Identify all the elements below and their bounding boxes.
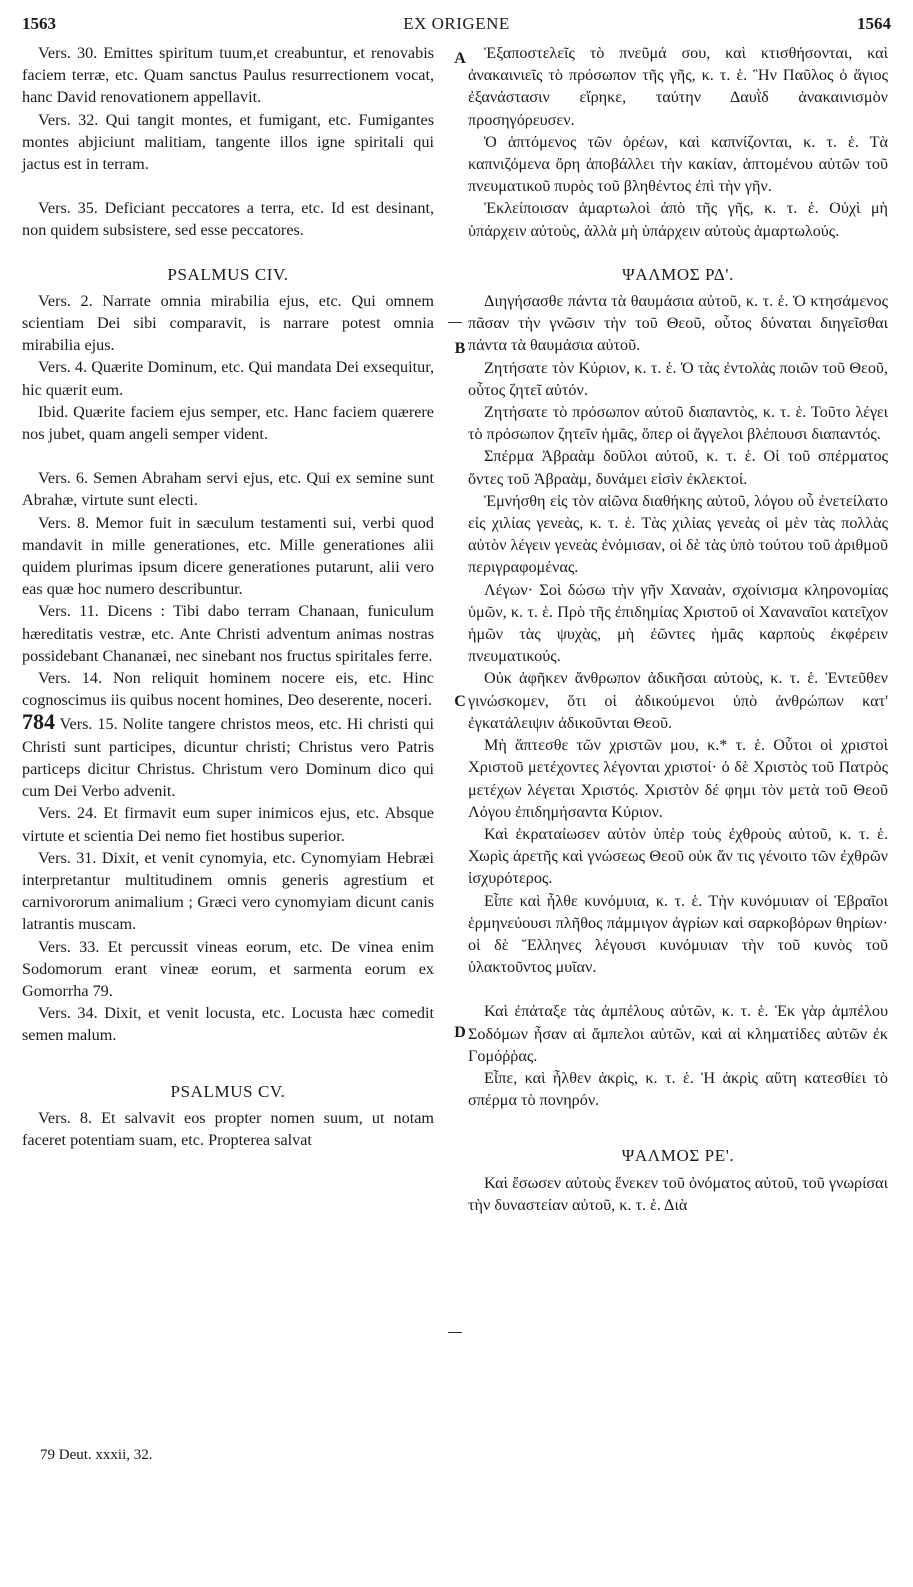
latin-paragraph xyxy=(22,711,434,802)
greek-paragraph: Καὶ ἐκραταίωσεν αὐτὸν ὑπὲρ τοὺς ἐχθροὺς αὐτοῦ, κ. τ. ἑ. Χωρὶς ἀρετῆς καὶ γνώσεως Θεοῦ οὐκ ἄν τις γένοιτο τῶν ἐχθρῶν ἰσχυρότερος. xyxy=(468,824,888,888)
latin-paragraph: Vers. 33. Et percussit vineas eorum, etc. De vinea enim Sodomorum erant vineæ eorum, et sarmenta eorum ex Gomorrha 79. xyxy=(22,937,434,1000)
running-header xyxy=(22,14,891,42)
page-number-right: 1564 xyxy=(857,14,891,33)
latin-paragraph: Vers. 32. Qui tangit montes, et fumigant, etc. Fumigantes montes abjiciunt malitiam, tangente illos igne spiritali qui jactus est in terram. xyxy=(22,110,434,174)
greek-paragraph: Μὴ ἅπτεσθε τῶν χριστῶν μου, κ.* τ. ἑ. Οὗτοι οἱ χριστοὶ Χριστοῦ μετέχοντες λέγονται χριστοί· ὁ δὲ Χριστὸς τοῦ Πατρὸς μετέχων λέγεται Χριστός. Χριστὸν δέ φημι τὸν μετὰ τοῦ Θεοῦ Λόγου ἐπιδημήσαντα Κύριον. xyxy=(468,736,888,821)
greek-paragraph: Λέγων· Σοὶ δώσω τὴν γῆν Χαναὰν, σχοίνισμα κληρονομίας ὑμῶν, κ. τ. ἑ. Πρὸ τῆς ἐπιδημίας Χριστοῦ οἱ Χαναναῖοι κατεῖχον ἡμῶν τὰς ψυχὰς, μὴ ἐῶντες ἡμᾶς καρποὺς ἐκφέρειν πνευματικούς. xyxy=(468,580,888,666)
section-marker-a: A xyxy=(454,50,466,67)
greek-paragraph: Σπέρμα Ἀβραὰμ δοῦλοι αὐτοῦ, κ. τ. ἑ. Οἱ τοῦ σπέρματος ὄντες τοῦ Ἀβραὰμ, δυνάμει εἰσὶν ἐκλεκτοί. xyxy=(468,447,888,488)
migne-column-mark: 784 xyxy=(22,709,55,735)
psalm-heading: PSALMUS CV. xyxy=(170,1081,286,1101)
greek-paragraph: Διηγήσασθε πάντα τὰ θαυμάσια αὐτοῦ, κ. τ. ἑ. Ὁ κτησάμενος πᾶσαν τὴν γνῶσιν τὴν τοῦ Θεοῦ, οὗτος δύναται διηγεῖσθαι πάντα τὰ θαυμάσια αὐτοῦ. xyxy=(468,292,888,355)
latin-paragraph: Vers. 2. Narrate omnia mirabilia ejus, etc. Qui omnem scientiam Dei sibi comparavit, is narrare potest omnia mirabilia ejus. xyxy=(22,291,434,355)
greek-paragraph: Ἐκλείποισαν ἁμαρτωλοὶ ἀπὸ τῆς γῆς, κ. τ. ἑ. Οὐχὶ μὴ ὑπάρχειν αὐτοὺς, ἀλλὰ μὴ ὑπάρχειν αὐτοὺς ἁμαρτωλούς. xyxy=(468,199,888,240)
latin-paragraph: Vers. 34. Dixit, et venit locusta, etc. Locusta hæc comedit semen malum. xyxy=(22,1004,434,1045)
section-marker-c: C xyxy=(454,693,466,710)
psalm-heading: PSALMUS CIV. xyxy=(167,264,289,284)
greek-paragraph: Ἐξαποστελεῖς τὸ πνεῦμά σου, καὶ κτισθήσονται, καὶ ἀνακαινιεῖς τὸ πρόσωπον τῆς γῆς, κ. τ. ἑ. Ἣν Παῦλος ὁ ἅγιος ἐξανάστασιν εἴρηκε, ταύτην Δαυῒδ ἀνακαινισμὸν προσηγόρευσεν. xyxy=(468,44,888,129)
psalm-heading: ΨΑΛΜΟΣ ΡΔ'. xyxy=(622,264,734,284)
latin-paragraph: Vers. 11. Dicens : Tibi dabo terram Chanaan, funiculum hæreditatis vestræ, etc. Ante Christi adventum animas nostras possidebant Chananæi, nec sinebant nos fructus spiritales ferre. xyxy=(22,602,434,665)
latin-paragraph-text: Vers. 15. Nolite tangere christos meos, etc. Hi christi qui Christi sunt participes, dicuntur christi; Christus vero Patris particeps dicitur Christus. Christum vero Dominum dico qui cum Dei Verbo advenit. xyxy=(22,715,434,801)
greek-column xyxy=(468,42,888,1216)
greek-paragraph: Οὐκ ἀφῆκεν ἄνθρωπον ἀδικῆσαι αὐτοὺς, κ. τ. ἑ. Ἐντεῦθεν γινώσκομεν, ὅτι οἱ ἀδικούμενοι ὑπὸ ἀνθρώπων κατ' ἐγκατάλειψιν ἀδικοῦνται Θεοῦ. xyxy=(468,669,888,732)
greek-paragraph: Καὶ ἔσωσεν αὐτοὺς ἕνεκεν τοῦ ὀνόματος αὐτοῦ, τοῦ γνωρίσαι τὴν δυναστείαν αὐτοῦ, κ. τ. ἑ. Διὰ xyxy=(468,1173,888,1214)
running-title: EX ORIGENE xyxy=(403,14,510,33)
latin-paragraph: Vers. 24. Et firmavit eum super inimicos ejus, etc. Absque virtute et scientia Dei nemo fiet hostibus superior. xyxy=(22,804,434,845)
latin-paragraph: Vers. 8. Et salvavit eos propter nomen suum, ut notam faceret potentiam suam, etc. Propterea salvat xyxy=(22,1108,434,1149)
section-rule xyxy=(448,1332,462,1333)
latin-paragraph: Vers. 6. Semen Abraham servi ejus, etc. Qui ex semine sunt Abrahæ, virtute sunt electi. xyxy=(22,469,434,510)
greek-paragraph: Καὶ ἐπάταξε τὰς ἀμπέλους αὐτῶν, κ. τ. ἑ. Ἐκ γὰρ ἀμπέλου Σοδόμων ἦσαν αἱ ἄμπελοι αὐτῶν, καὶ αἱ κληματίδες αὐτῶν ἐκ Γομόῤῥας. xyxy=(468,1002,888,1065)
latin-paragraph: Vers. 4. Quærite Dominum, etc. Qui mandata Dei exsequitur, hic quærit eum. xyxy=(22,358,434,399)
latin-paragraph: Vers. 30. Emittes spiritum tuum,et creabuntur, et renovabis faciem terræ, etc. Quam sanctus Paulus resurrectionem vocat, hanc David renovationem appellavit. xyxy=(22,44,434,107)
greek-paragraph: Ζητήσατε τὸν Κύριον, κ. τ. ἑ. Ὁ τὰς ἐντολὰς ποιῶν τοῦ Θεοῦ, οὗτος ζητεῖ αὐτόν. xyxy=(468,358,888,399)
footnote: 79 Deut. xxxii, 32. xyxy=(40,1447,153,1463)
greek-paragraph: Εἶπε, καὶ ἦλθεν ἀκρὶς, κ. τ. ἑ. Ἡ ἀκρὶς αὕτη κατεσθίει τὸ σπέρμα τὸ πονηρόν. xyxy=(468,1068,888,1110)
greek-paragraph: Εἶπε καὶ ἦλθε κυνόμυια, κ. τ. ἑ. Τὴν κυνόμυιαν οἱ Ἑβραῖοι ἑρμηνεύουσι πλῆθος πάμμιγον ἀγρίων καὶ σαρκοβόρων θηρίων· οἱ δὲ Ἕλληνες λέγουσι κυνόμυιαν τὴν τοῦ κυνὸς τοῦ ὑλακτοῦντος μυῖαν. xyxy=(468,891,888,977)
section-marker-b: B xyxy=(454,340,466,357)
greek-paragraph: Ζητήσατε τὸ πρόσωπον αὐτοῦ διαπαντὸς, κ. τ. ἑ. Τοῦτο λέγει τὸ πρόσωπον ζητεῖν ἡμᾶς, ὅπερ οἱ ἄγγελοι βλέπουσι διαπαντός. xyxy=(468,403,888,444)
greek-paragraph: Ἐμνήσθη εἰς τὸν αἰῶνα διαθήκης αὐτοῦ, λόγου οὗ ἐνετείλατο εἰς χιλίας γενεὰς, κ. τ. ἑ. Τὰς χιλίας γενεὰς οἱ μὲν τὰς πολλὰς αὐτὸν λέγειν γενεὰς ἐνόμισαν, οἱ δὲ τὰς ὑπὸ τούτου τοῦ ἀριθμοῦ περιγραφομένας. xyxy=(468,491,888,577)
psalm-heading: ΨΑΛΜΟΣ ΡΕ'. xyxy=(621,1146,735,1166)
latin-paragraph: Vers. 8. Memor fuit in sæculum testamenti sui, verbi quod mandavit in mille generationes, etc. Mille generationes alii quidem plurimas ipsum dicere generationes putarunt, alii vero eas quæ hoc numero describuntur. xyxy=(22,513,434,599)
latin-paragraph: Vers. 14. Non reliquit hominem nocere eis, etc. Hinc cognoscimus iis quibus nocent homines, Deo deserente, noceri. xyxy=(22,669,434,710)
latin-paragraph: Ibid. Quærite faciem ejus semper, etc. Hanc faciem quærere nos jubet, quam angeli semper vident. xyxy=(22,402,434,444)
section-rule xyxy=(448,322,462,323)
page-number-left: 1563 xyxy=(22,14,56,33)
greek-paragraph: Ὁ ἁπτόμενος τῶν ὀρέων, καὶ καπνίζονται, κ. τ. ἑ. Τὰ καπνιζόμενα ὄρη ἀποβάλλει τὴν κακίαν, ἁπτομένου αὐτῶν τοῦ πνευματικοῦ πυρὸς τοῦ βληθέντος ἐπὶ τὴν γῆν. xyxy=(468,132,888,196)
latin-column xyxy=(22,42,434,1151)
section-marker-d: D xyxy=(454,1024,466,1041)
latin-paragraph: Vers. 35. Deficiant peccatores a terra, etc. Id est desinant, non quidem subsistere, sed esse peccatores. xyxy=(22,199,434,240)
latin-paragraph: Vers. 31. Dixit, et venit cynomyia, etc. Cynomyiam Hebræi interpretantur multitudinem omnis generis agrestium et carnivororum animalium ; Græci vero cynomyiam dicunt canis latrantis muscam. xyxy=(22,848,434,934)
